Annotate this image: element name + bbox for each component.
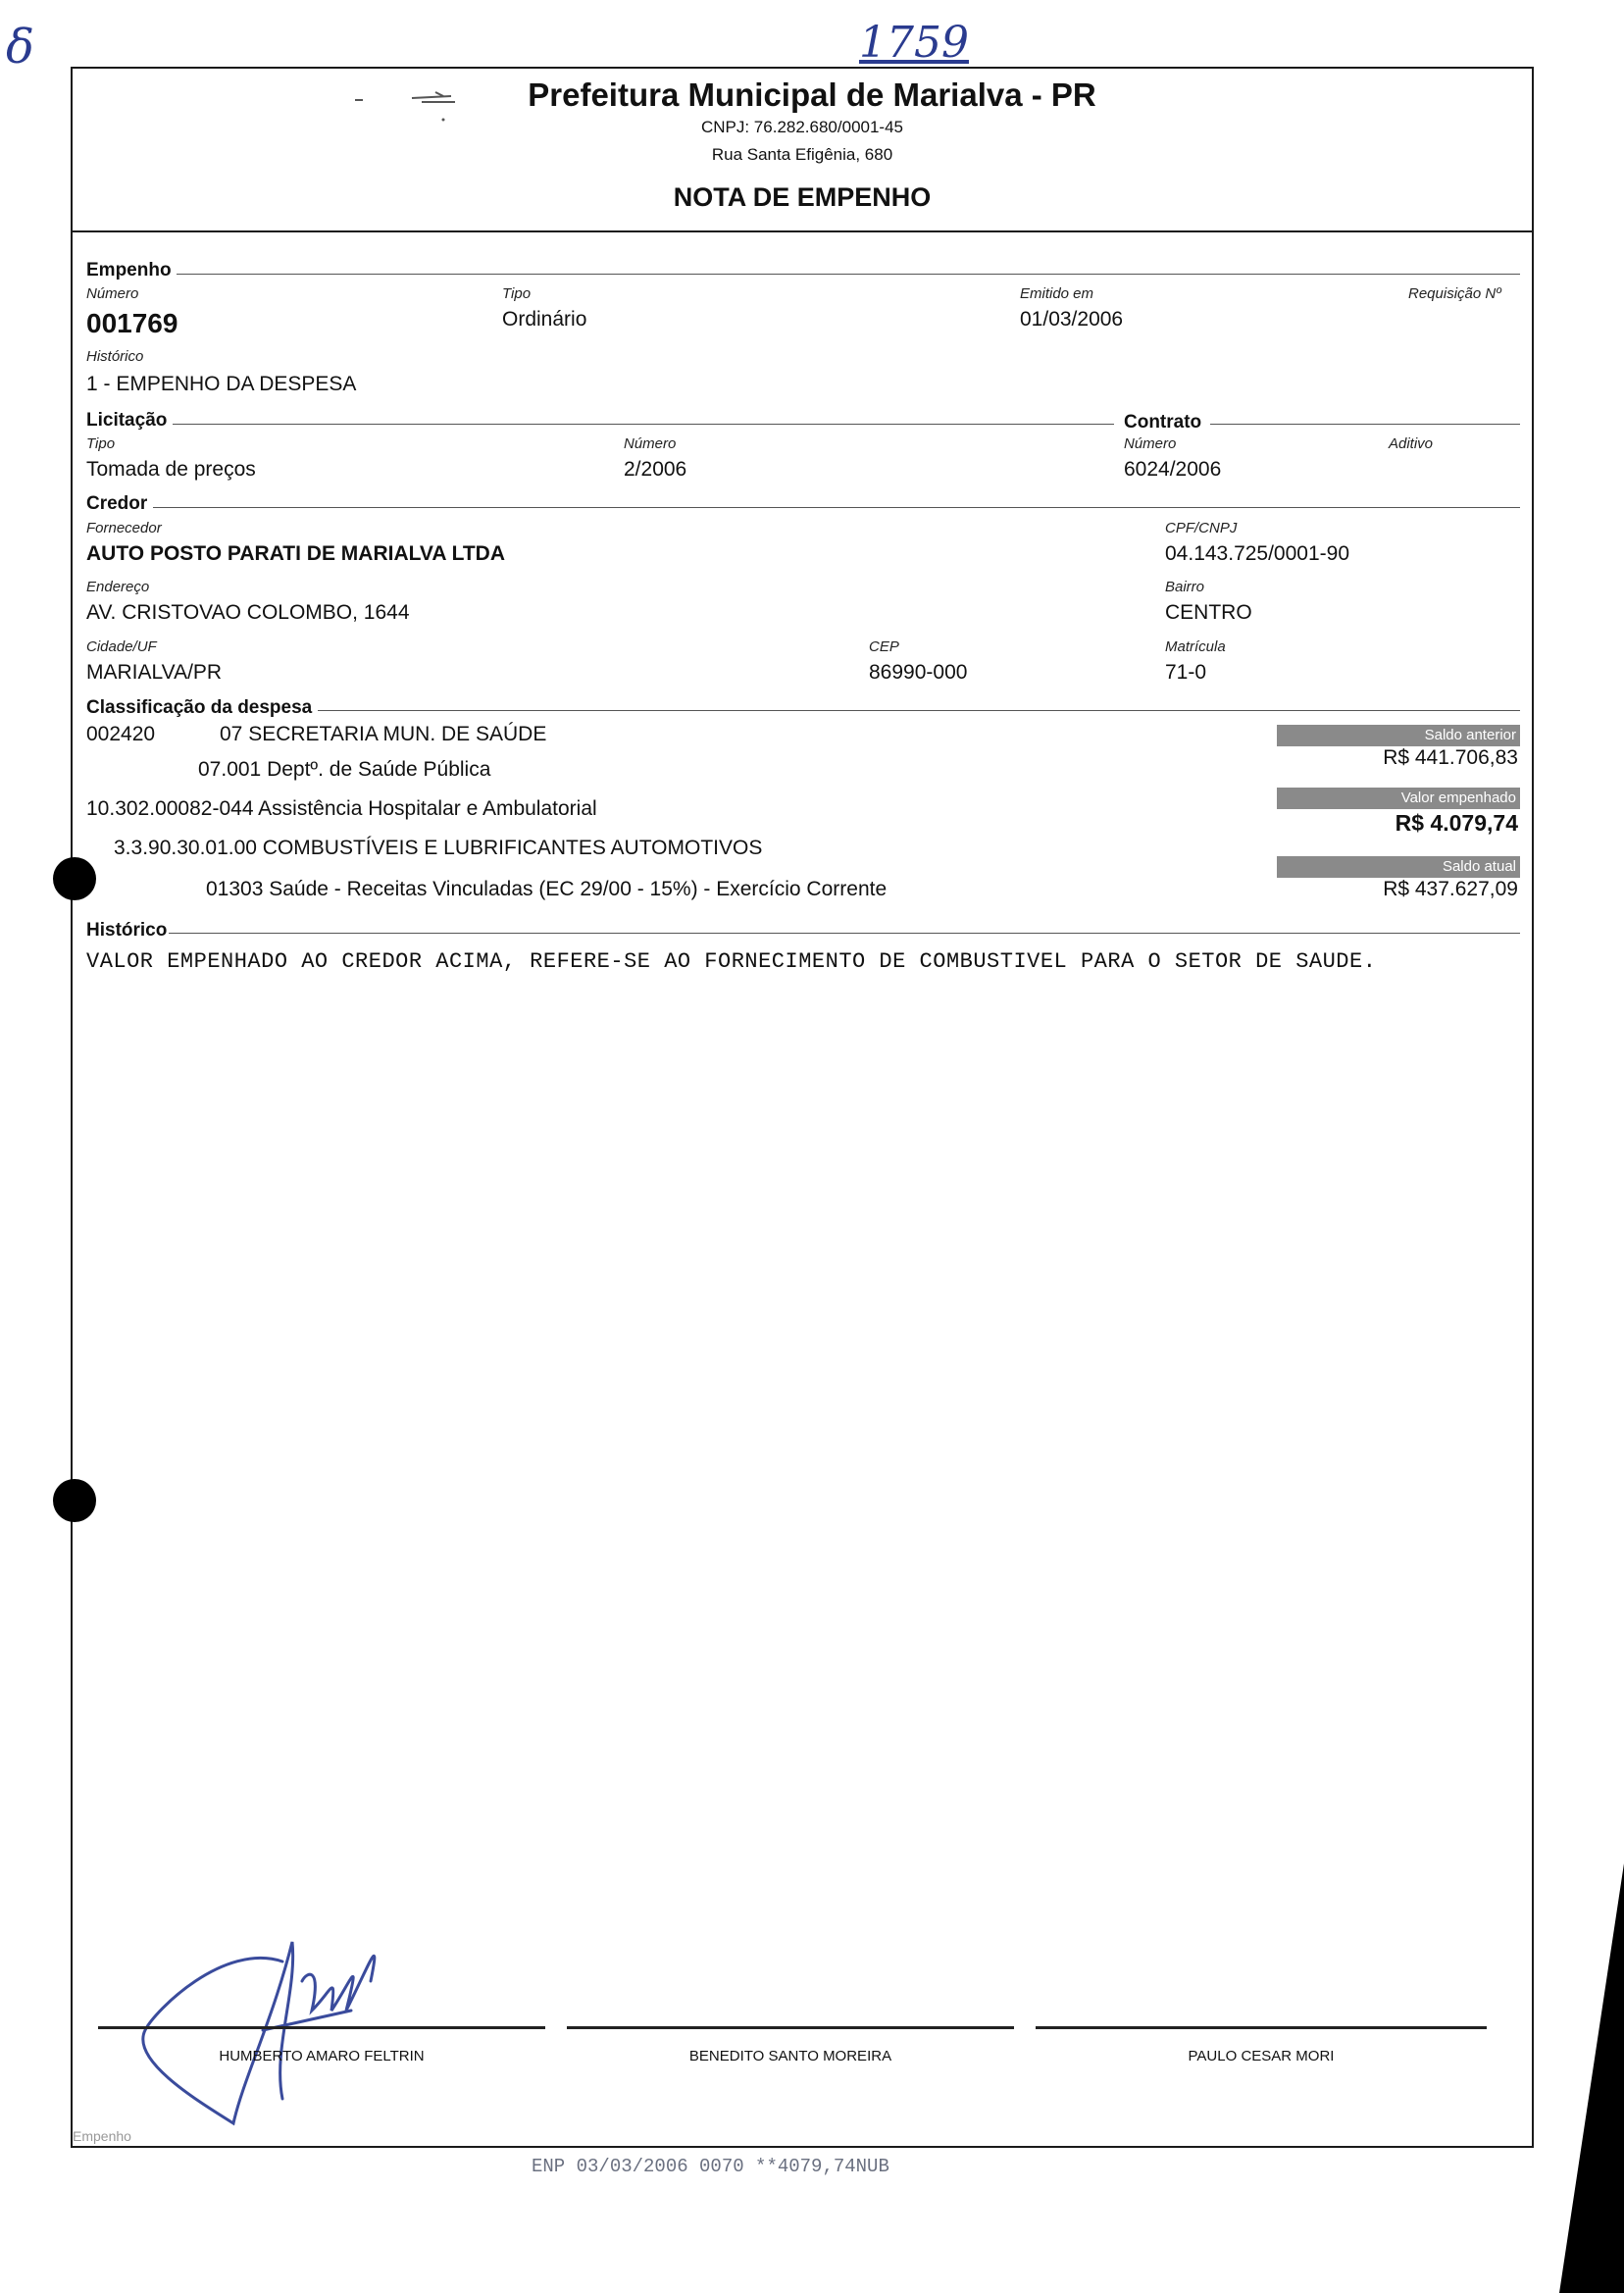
cpf-cnpj-label: CPF/CNPJ xyxy=(1165,520,1238,536)
empenho-rule xyxy=(177,274,1520,275)
requisicao-label: Requisição Nº xyxy=(1408,285,1501,302)
empenho-numero: 001769 xyxy=(86,308,178,338)
credor-rule xyxy=(153,507,1520,508)
licitacao-tipo-label: Tipo xyxy=(86,435,116,452)
valor-empenhado: R$ 4.079,74 xyxy=(1395,810,1518,836)
matricula-label: Matrícula xyxy=(1165,638,1226,655)
signature-line-3 xyxy=(1036,2026,1487,2029)
licitacao-numero: 2/2006 xyxy=(624,458,687,481)
empenho-historico: 1 - EMPENHO DA DESPESA xyxy=(86,373,357,395)
saldo-anterior-label: Saldo anterior xyxy=(1277,725,1520,746)
historico-rule xyxy=(169,933,1520,934)
contrato-rule xyxy=(1210,424,1520,425)
valor-empenhado-label: Valor empenhado xyxy=(1277,788,1520,809)
signature-scribble xyxy=(135,1903,430,2128)
fornecedor-name: AUTO POSTO PARATI DE MARIALVA LTDA xyxy=(86,542,505,565)
signatory-2: BENEDITO SANTO MOREIRA xyxy=(688,2048,892,2064)
endereco-label: Endereço xyxy=(86,579,150,595)
secretaria: 07 SECRETARIA MUN. DE SAÚDE xyxy=(220,723,547,745)
contrato-numero: 6024/2006 xyxy=(1124,458,1222,481)
signatory-1: HUMBERTO AMARO FELTRIN xyxy=(219,2048,425,2064)
signature-line-2 xyxy=(567,2026,1014,2029)
scan-edge-shadow xyxy=(1559,1863,1624,2293)
saldo-atual-label: Saldo atual xyxy=(1277,856,1520,878)
aditivo-label: Aditivo xyxy=(1389,435,1434,452)
cpf-cnpj: 04.143.725/0001-90 xyxy=(1165,542,1350,565)
saldo-anterior: R$ 441.706,83 xyxy=(1383,746,1518,769)
licitacao-tipo: Tomada de preços xyxy=(86,458,256,481)
empenho-historico-label: Histórico xyxy=(86,348,144,365)
address-line: Rua Santa Efigênia, 680 xyxy=(711,145,893,164)
classificacao-section-label: Classificação da despesa xyxy=(86,697,313,718)
header-divider xyxy=(71,230,1534,232)
licitacao-section-label: Licitação xyxy=(86,410,168,431)
classificacao-rule xyxy=(318,710,1520,711)
contrato-numero-label: Número xyxy=(1124,435,1177,452)
punch-hole-top xyxy=(53,857,96,900)
matricula: 71-0 xyxy=(1165,661,1207,684)
cep-label: CEP xyxy=(869,638,899,655)
licitacao-rule xyxy=(173,424,1114,425)
cidade-label: Cidade/UF xyxy=(86,638,157,655)
empenho-section-label: Empenho xyxy=(86,260,172,280)
signature-line-1 xyxy=(98,2026,545,2029)
elemento-despesa: 3.3.90.30.01.00 COMBUSTÍVEIS E LUBRIFICANTES AUTOMOTIVOS xyxy=(114,837,763,859)
bairro: CENTRO xyxy=(1165,601,1252,624)
credor-section-label: Credor xyxy=(86,493,148,514)
cash-register-stamp: ENP 03/03/2006 0070 **4079,74NUB xyxy=(532,2156,889,2177)
empenho-numero-label: Número xyxy=(86,285,139,302)
footer-label: Empenho xyxy=(73,2128,131,2144)
emitido-label: Emitido em xyxy=(1020,285,1094,302)
fonte-recurso: 01303 Saúde - Receitas Vinculadas (EC 29/00 - 15%) - Exercício Corrente xyxy=(206,878,888,900)
historico-text: VALOR EMPENHADO AO CREDOR ACIMA, REFERE-SE AO FORNECIMENTO DE COMBUSTIVEL PARA O SETOR DE SAUDE. xyxy=(86,949,1377,974)
licitacao-numero-label: Número xyxy=(624,435,677,452)
emitido-date: 01/03/2006 xyxy=(1020,308,1124,331)
funcional-programatica: 10.302.00082-044 Assistência Hospitalar e Ambulatorial xyxy=(86,797,597,820)
cep: 86990-000 xyxy=(869,661,968,684)
cnpj-line: CNPJ: 76.282.680/0001-45 xyxy=(700,118,904,136)
departamento: 07.001 Deptº. de Saúde Pública xyxy=(198,758,491,781)
empenho-tipo-label: Tipo xyxy=(502,285,532,302)
document-title: NOTA DE EMPENHO xyxy=(673,182,932,212)
punch-hole-bottom xyxy=(53,1479,96,1522)
corner-mark: δ xyxy=(6,20,34,75)
saldo-atual: R$ 437.627,09 xyxy=(1383,878,1518,900)
fornecedor-label: Fornecedor xyxy=(86,520,162,536)
bairro-label: Bairro xyxy=(1165,579,1205,595)
endereco: AV. CRISTOVAO COLOMBO, 1644 xyxy=(86,601,410,624)
signatory-3: PAULO CESAR MORI xyxy=(1188,2048,1335,2064)
classificacao-code: 002420 xyxy=(86,723,156,745)
empenho-tipo: Ordinário xyxy=(502,308,587,331)
contrato-section-label: Contrato xyxy=(1124,412,1202,433)
historico-section-label: Histórico xyxy=(86,920,168,941)
handwritten-page-number: 1759 xyxy=(859,18,969,68)
cidade: MARIALVA/PR xyxy=(86,661,223,684)
page-title: Prefeitura Municipal de Marialva - PR xyxy=(528,76,1096,113)
